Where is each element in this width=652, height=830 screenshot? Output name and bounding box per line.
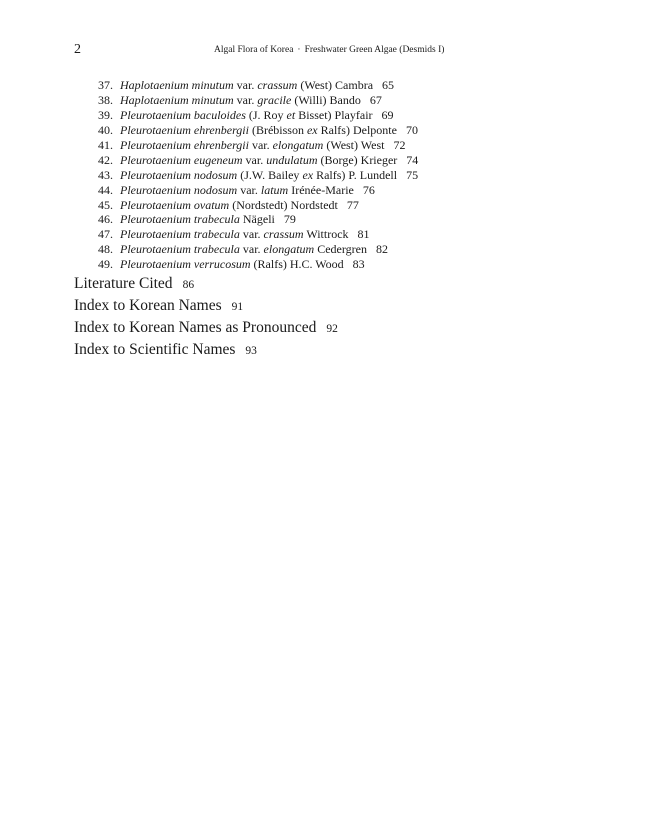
species-name: Pleurotaenium nodosum [120,182,238,197]
page-number: 2 [74,42,81,57]
section-title: Literature Cited [74,275,173,292]
toc-entry [98,198,418,213]
entry-page-number: 65 [382,78,395,92]
entry-number: 43. [98,167,113,182]
variety-name: crassum [263,227,304,242]
author-citation: Wittrock [306,227,349,242]
species-name: Haplotaenium minutum [120,78,234,92]
entry-page-number: 77 [346,197,359,212]
entry-page-number: 72 [393,137,406,152]
section-title: Index to Scientific Names [74,341,236,358]
variety-name: elongatum [263,242,315,257]
entry-number: 42. [98,152,113,167]
author-citation: (Brébisson [251,122,304,137]
entry-page-number: 83 [352,257,365,272]
section-entry [74,339,338,361]
entry-page-number: 81 [357,227,370,242]
toc-entry [98,168,418,183]
entry-page-number: 70 [405,122,418,137]
author-citation: (Ralfs) H.C. Wood [253,257,344,272]
entry-page-number: 82 [375,242,388,257]
entry-page-number: 76 [362,182,375,197]
variety-name: crassum [257,78,298,92]
section-title: Index to Korean Names as Pronounced [74,319,317,336]
variety-name: gracile [257,92,292,107]
section-page-number: 86 [182,279,195,291]
toc-entry [98,108,418,123]
variety-label: var. [242,227,261,242]
entry-number: 38. [98,92,113,107]
entry-number: 46. [98,212,113,227]
species-name: Pleurotaenium ehrenbergii [120,122,249,137]
toc-entry [98,242,418,257]
section-entry [74,273,338,295]
variety-name: elongatum [272,137,324,152]
entry-number: 49. [98,257,113,272]
toc-entry [98,138,418,153]
species-list [98,78,418,272]
header-separator: · [297,45,301,55]
species-name: Pleurotaenium eugeneum [120,152,243,167]
author-connector: ex [306,122,318,137]
entry-page-number: 69 [381,107,394,122]
variety-label: var. [240,182,258,197]
toc-entry [98,183,418,198]
author-citation: (Borge) Krieger [320,152,398,167]
variety-label: var. [236,78,255,92]
section-page-number: 93 [245,345,257,357]
author-citation: (Nordstedt) Nordstedt [232,197,338,212]
toc-entry [98,227,418,242]
entry-number: 48. [98,242,113,257]
author-citation: (West) West [326,137,385,152]
entry-page-number: 67 [369,92,382,107]
entry-page-number: 75 [406,167,419,182]
variety-label: var. [242,242,261,257]
author-citation: Cedergren [317,242,367,257]
author-citation: (Willi) Bando [294,92,361,107]
volume-title: Freshwater Green Algae (Desmids I) [304,45,445,55]
back-matter-list [74,273,338,361]
section-entry [74,317,338,339]
entry-number: 41. [98,137,113,152]
author-citation: Irénée-Marie [291,182,354,197]
toc-entry [98,212,418,227]
section-page-number: 91 [231,301,244,313]
toc-entry [98,93,418,108]
variety-name: undulatum [266,152,318,167]
species-name: Pleurotaenium trabecula [120,212,240,227]
entry-number: 39. [98,107,113,122]
running-head [214,45,444,55]
section-entry [74,295,338,317]
author-connector: et [286,107,296,122]
section-title: Index to Korean Names [74,297,222,314]
species-name: Pleurotaenium ehrenbergii [120,137,249,152]
species-name: Pleurotaenium trabecula [120,227,240,242]
author-citation-secondary: Bisset) Playfair [298,107,373,122]
variety-label: var. [236,92,255,107]
section-page-number: 92 [326,323,338,335]
species-name: Pleurotaenium ovatum [120,197,230,212]
entry-number: 40. [98,122,113,137]
species-name: Pleurotaenium trabecula [120,242,240,257]
entry-page-number: 74 [406,152,419,167]
entry-page-number: 79 [283,212,296,227]
book-title: Algal Flora of Korea [214,45,294,55]
toc-entry [98,153,418,168]
entry-number: 45. [98,197,113,212]
variety-name: latum [260,182,289,197]
toc-entry [98,257,418,272]
toc-entry [98,123,418,138]
species-name: Haplotaenium minutum [120,92,234,107]
author-citation-secondary: Ralfs) P. Lundell [316,167,398,182]
entry-number: 44. [98,182,113,197]
species-name: Pleurotaenium nodosum [120,167,238,182]
author-citation: (J.W. Bailey [240,167,300,182]
author-citation: Nägeli [242,212,275,227]
variety-label: var. [251,137,270,152]
variety-label: var. [245,152,264,167]
author-citation: (West) Cambra [300,78,374,92]
author-connector: ex [302,167,314,182]
species-name: Pleurotaenium baculoides [120,107,246,122]
entry-number: 37. [98,78,113,92]
species-name: Pleurotaenium verrucosum [120,257,251,272]
author-citation-secondary: Ralfs) Delponte [320,122,397,137]
author-citation: (J. Roy [248,107,284,122]
toc-entry [98,78,418,93]
entry-number: 47. [98,227,113,242]
